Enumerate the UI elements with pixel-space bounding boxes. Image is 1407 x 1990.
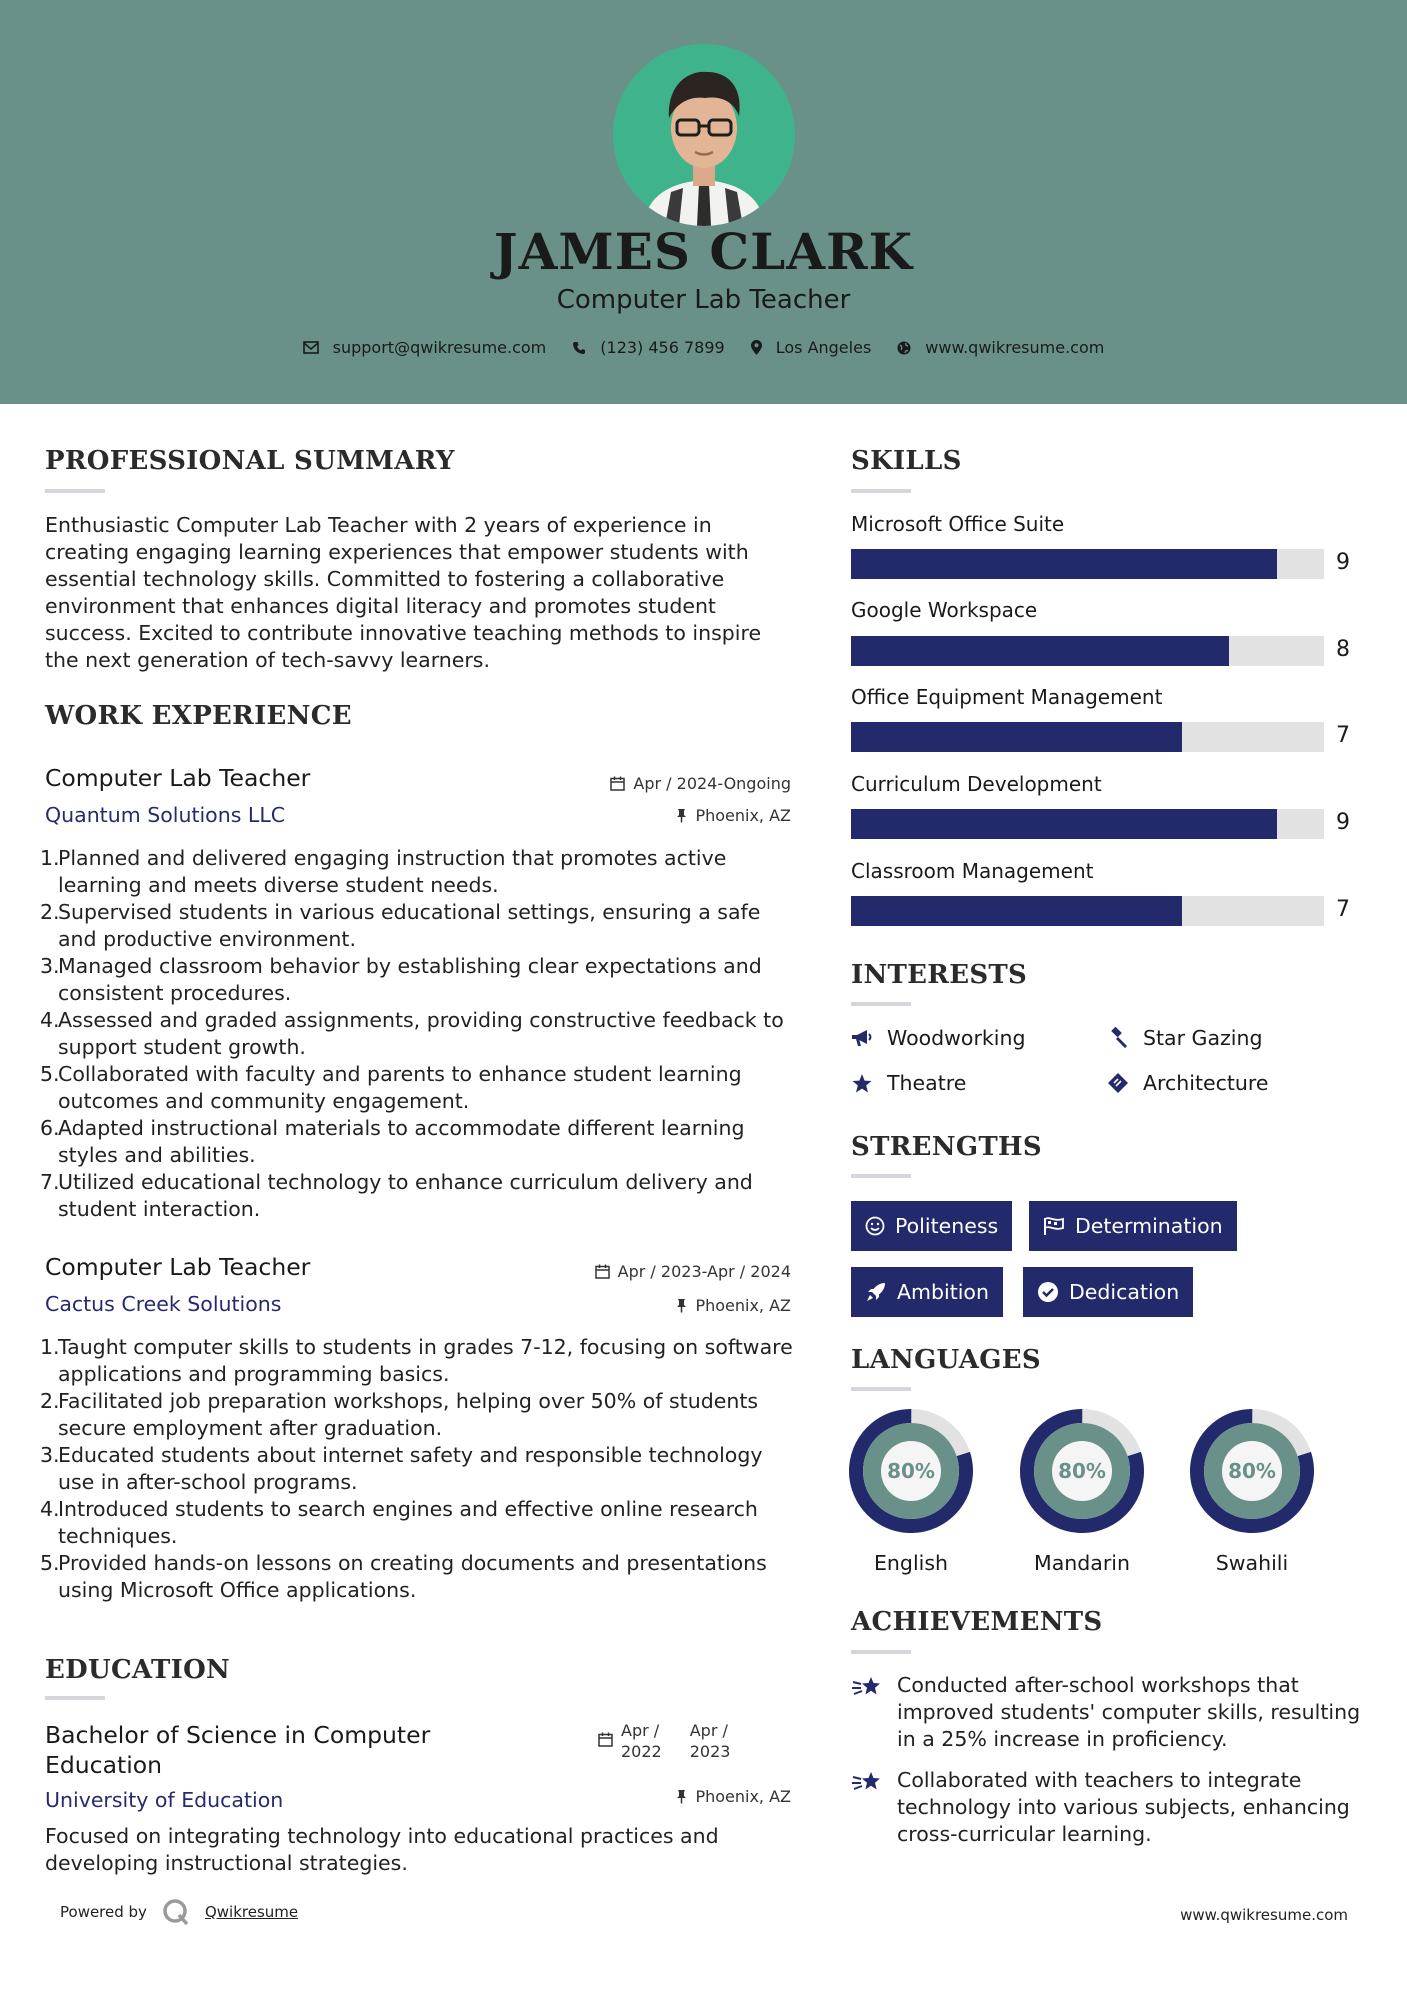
language-name: English [873,1551,949,1575]
contact-phone-text: (123) 456 7899 [600,338,725,357]
education-location [676,1787,791,1806]
contact-bar [0,338,1407,357]
achievement-2 [851,1767,1371,1848]
smile-icon [865,1216,885,1236]
skill-2-bar [851,636,1324,666]
language-mandarin [1020,1409,1144,1575]
calendar-icon [610,776,625,791]
candidate-name: JAMES CLARK [493,222,914,281]
list-item: 3. Educated students about internet safety and responsible technology use in after-school programs. [40,1443,763,1494]
interest-theatre [851,1071,966,1095]
list-item: 2. Supervised students in various educational settings, ensuring a safe and productive environment. [40,900,761,951]
experience-heading: WORK EXPERIENCE [45,701,352,731]
achievements-underline [851,1650,911,1654]
skill-2-label: Google Workspace [851,598,1038,622]
achievement-text: Collaborated with teachers to integrate technology into various subjects, enhancing cross-curricular learning. [897,1768,1350,1846]
skill-3-fill [851,722,1182,752]
skill-1-bar [851,549,1324,579]
education-underline [45,1696,105,1700]
language-swahili [1190,1409,1314,1575]
job-2-dates [595,1262,791,1281]
contact-email[interactable] [303,338,547,357]
language-percent: 80% [1058,1459,1106,1483]
job-2-title: Computer Lab Teacher [45,1253,311,1281]
interest-label: Theatre [887,1071,967,1095]
list-item: 2. Facilitated job preparation workshops, helping over 50% of students secure employment after graduation. [40,1389,759,1440]
language-percent: 80% [887,1459,935,1483]
interests-underline [851,1002,911,1006]
achievement-text: Conducted after-school workshops that improved students' computer skills, resulting in a 25% increase in proficiency. [897,1673,1361,1751]
tag-icon [1107,1072,1129,1094]
shooting-star-icon [851,1674,885,1700]
footer-powered-by [60,1897,298,1927]
skill-5-level: 7 [1336,897,1350,922]
list-item: 7. Utilized educational technology to enhance curriculum delivery and student interaction. [40,1170,753,1221]
list-item: 5. Collaborated with faculty and parents to enhance student learning outcomes and community engagement. [40,1062,742,1113]
footer-site[interactable]: www.qwikresume.com [1180,1906,1348,1924]
job-2-location [676,1296,791,1315]
strength-dedication [1023,1267,1193,1317]
flag-icon [1043,1216,1065,1236]
job-2-company: Cactus Creek Solutions [45,1292,282,1316]
qwikresume-logo-icon [161,1897,191,1927]
language-name: Swahili [1215,1551,1289,1575]
pin-icon [676,1789,687,1804]
job-2-bullets [40,1334,795,1604]
contact-website[interactable] [897,338,1104,357]
education-heading: EDUCATION [45,1655,231,1685]
list-item: 1. Planned and delivered engaging instruction that promotes active learning and meets diverse student needs. [40,846,727,897]
education-degree: Bachelor of Science in Computer Education [45,1721,431,1779]
map-pin-icon [751,340,762,355]
achievement-1 [851,1672,1371,1753]
globe-icon [897,341,911,355]
interest-label: Architecture [1143,1071,1269,1095]
language-ring [1020,1409,1144,1533]
skills-underline [851,489,911,493]
skill-2-fill [851,636,1229,666]
skill-5-bar [851,896,1324,926]
brand-link[interactable]: Qwikresume [204,1903,299,1921]
education-dates: Apr / 2022 Apr / 2023 [598,1720,730,1762]
gavel-icon [1107,1027,1129,1049]
strengths-heading: STRENGTHS [851,1132,1042,1162]
skill-3-bar [851,722,1324,752]
contact-email-text: support@qwikresume.com [332,338,547,357]
strength-determination [1029,1201,1237,1251]
strength-politeness [851,1201,1012,1251]
skill-4-bar [851,809,1324,839]
candidate-title: Computer Lab Teacher [556,285,851,315]
achievements-heading: ACHIEVEMENTS [851,1607,1103,1637]
language-english [849,1409,973,1575]
avatar [613,44,795,226]
interest-star-gazing [1107,1026,1262,1050]
megaphone-icon [851,1028,873,1048]
skill-3-level: 7 [1336,723,1350,748]
education-location-text: Phoenix, AZ [695,1787,791,1806]
job-1-company: Quantum Solutions LLC [45,803,286,827]
phone-icon [572,341,586,355]
list-item: 4. Assessed and graded assignments, providing constructive feedback to support student growth. [40,1008,784,1059]
interest-label: Star Gazing [1143,1026,1263,1050]
list-item: 5. Provided hands-on lessons on creating documents and presentations using Microsoft Office applications. [40,1551,767,1602]
skill-1-fill [851,549,1277,579]
job-1-location-text: Phoenix, AZ [695,806,791,825]
envelope-icon [303,341,319,354]
star-icon [851,1073,873,1094]
powered-by-label: Powered by [60,1903,147,1921]
strength-label: Ambition [897,1280,989,1304]
language-ring [1190,1409,1314,1533]
list-item: 6. Adapted instructional materials to accommodate different learning styles and abilities. [40,1116,745,1167]
contact-location [751,338,872,357]
strength-label: Politeness [895,1214,999,1238]
calendar-icon [595,1264,610,1279]
pin-icon [676,1298,687,1313]
shooting-star-icon [851,1769,885,1795]
language-percent: 80% [1228,1459,1276,1483]
job-1-title: Computer Lab Teacher [45,764,311,792]
skill-2-level: 8 [1336,637,1350,662]
language-ring [849,1409,973,1533]
strength-ambition [851,1267,1003,1317]
education-description: Focused on integrating technology into educational practices and developing instructional strategies. [45,1824,719,1875]
skill-3-label: Office Equipment Management [851,685,1163,709]
contact-website-text: www.qwikresume.com [925,338,1105,357]
job-1-dates [610,774,791,793]
rocket-icon [865,1281,887,1303]
education-school: University of Education [45,1788,284,1812]
contact-location-text: Los Angeles [775,338,872,357]
job-2-dates-text: Apr / 2023-Apr / 2024 [617,1262,791,1281]
job-2-location-text: Phoenix, AZ [695,1296,791,1315]
skills-heading: SKILLS [851,446,962,476]
interest-architecture [1107,1071,1269,1095]
language-name: Mandarin [1034,1551,1130,1575]
skill-4-fill [851,809,1277,839]
languages-underline [851,1387,911,1391]
contact-phone[interactable] [572,338,724,357]
interests-heading: INTERESTS [851,960,1028,990]
job-1-bullets [40,845,795,1223]
skill-5-label: Classroom Management [851,859,1094,883]
skill-1-level: 9 [1336,550,1350,575]
list-item: 4. Introduced students to search engines and effective online research techniques. [40,1497,758,1548]
job-1-dates-text: Apr / 2024-Ongoing [633,774,791,793]
strengths-underline [851,1174,911,1178]
skill-4-label: Curriculum Development [851,772,1102,796]
summary-text: Enthusiastic Computer Lab Teacher with 2 years of experience in creating engaging learning experiences that empower students with essential technology skills. Committed to fostering a collaborative environment that enhances digital literacy and promotes student success. Excited to contribute innovative teaching methods to inspire the next generation of tech-savvy learners. [45,513,762,672]
pin-icon [676,808,687,823]
summary-underline [45,489,105,493]
skill-4-level: 9 [1336,810,1350,835]
list-item: 3. Managed classroom behavior by establishing clear expectations and consistent procedures. [40,954,762,1005]
header [0,0,1407,404]
skill-1-label: Microsoft Office Suite [851,512,1065,536]
strength-label: Determination [1075,1214,1223,1238]
summary-heading: PROFESSIONAL SUMMARY [45,446,455,476]
strength-label: Dedication [1069,1280,1180,1304]
job-1-location [676,806,791,825]
list-item: 1. Taught computer skills to students in grades 7-12, focusing on software applications and programming basics. [40,1335,793,1386]
interest-label: Woodworking [887,1026,1026,1050]
check-circle-icon [1037,1281,1059,1303]
interest-woodworking [851,1026,1025,1050]
skill-5-fill [851,896,1182,926]
calendar-icon [598,1732,613,1747]
languages-heading: LANGUAGES [851,1345,1041,1375]
